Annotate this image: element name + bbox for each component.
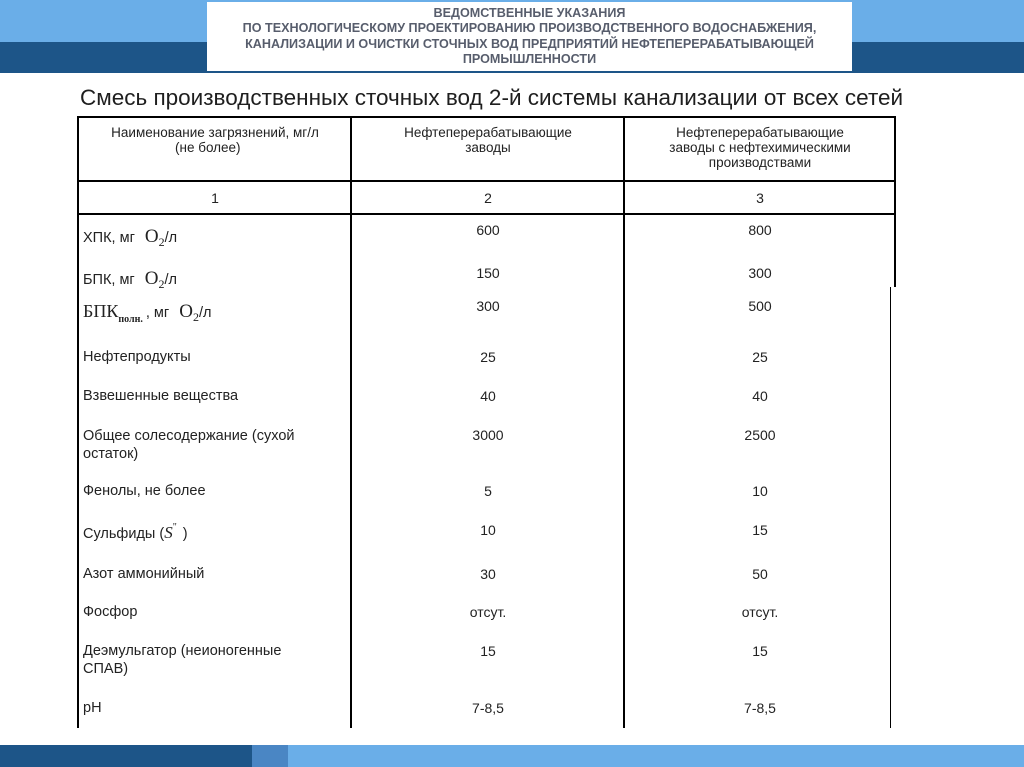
table-number-divider: [77, 213, 896, 215]
table-divider-col1: [350, 116, 352, 728]
header-line-4: ПРОМЫШЛЕННОСТИ: [462, 52, 597, 66]
table-border-top: [77, 116, 896, 118]
table-divider-col2: [623, 116, 625, 728]
row-demulsifier-c3: 15: [752, 643, 768, 659]
bpk-o-sub: 2: [158, 277, 165, 291]
row-ph-c3: 7-8,5: [744, 700, 776, 716]
row-phenol-c3: 10: [752, 483, 768, 499]
bpk-per-liter: /л: [164, 272, 177, 288]
row-bpk-full-c2: 300: [476, 298, 500, 314]
sulfide-symbol: S: [164, 523, 173, 542]
sulfide-prefix: Сульфиды (: [83, 526, 165, 542]
bpk-o-letter: O: [144, 268, 159, 289]
row-ammonia-c3: 50: [752, 566, 768, 582]
bottom-bar-light: [288, 745, 1024, 767]
xpk-o-sub: 2: [158, 235, 165, 249]
bpk-full-mid: , мг: [145, 305, 170, 321]
row-ph-c2: 7-8,5: [472, 700, 504, 716]
row-phosphorus-c3: отсут.: [741, 604, 779, 620]
row-oil-name: Нефтепродукты: [83, 349, 191, 365]
row-phenol-name: Фенолы, не более: [83, 483, 206, 499]
row-salt-c2: 3000: [472, 427, 504, 443]
row-bpk-c3: 300: [748, 265, 772, 281]
sulfide-suffix: ): [182, 526, 188, 542]
table-border-left: [77, 116, 79, 728]
row-bpk-full-name: [83, 301, 211, 323]
xpk-prefix: ХПК, мг: [83, 230, 135, 246]
row-ammonia-c2: 30: [480, 566, 496, 582]
row-salt-c3: 2500: [744, 427, 776, 443]
header-col3-line3: производствами: [708, 155, 812, 170]
row-xpk-c2: 600: [476, 222, 500, 238]
header-col2: [352, 125, 624, 155]
row-bpk-c2: 150: [476, 265, 500, 281]
table-header-divider: [77, 180, 896, 182]
header-line-2: ПО ТЕХНОЛОГИЧЕСКОМУ ПРОЕКТИРОВАНИЮ ПРОИЗВОДСТВЕННОГО ВОДОСНАБЖЕНИЯ,: [242, 21, 817, 35]
pollutant-table: [77, 116, 896, 728]
bottom-bar-dark: [0, 745, 252, 767]
header-col1-line1: Наименование загрязнений, мг/л: [111, 125, 319, 140]
row-demulsifier-name-line1: Деэмульгатор (неионогенные: [83, 643, 282, 659]
row-xpk-name: [83, 226, 177, 248]
bottom-bar-mid: [252, 745, 288, 767]
header-col1: [79, 125, 351, 155]
row-xpk-c3: 800: [748, 222, 772, 238]
row-ammonia-name: Азот аммонийный: [83, 566, 205, 582]
header-line-1: ВЕДОМСТВЕННЫЕ УКАЗАНИЯ: [433, 5, 626, 20]
header-col1-line2: (не более): [175, 140, 241, 155]
row-phosphorus-name: Фосфор: [83, 604, 138, 620]
col-number-3: 3: [756, 190, 764, 206]
row-bpk-full-c3: 500: [748, 298, 772, 314]
row-bpk-name: [83, 268, 177, 290]
header-line-3: КАНАЛИЗАЦИИ И ОЧИСТКИ СТОЧНЫХ ВОД ПРЕДПРИЯТИЙ НЕФТЕПЕРЕРАБАТЫВАЮЩЕЙ: [245, 36, 814, 51]
row-salt-name: [83, 427, 294, 463]
row-oil-c3: 25: [752, 349, 768, 365]
row-suspended-name: Взвешенные вещества: [83, 388, 239, 404]
header-col2-line2: заводы: [465, 140, 511, 155]
bpk-full-o-letter: O: [179, 301, 193, 322]
col-number-2: 2: [484, 190, 492, 206]
row-sulfide-c2: 10: [480, 522, 496, 538]
row-salt-name-line2: остаток): [83, 446, 139, 462]
row-oil-c2: 25: [480, 349, 496, 365]
row-demulsifier-c2: 15: [480, 643, 496, 659]
bpk-full-per-liter: /л: [198, 305, 212, 321]
row-demulsifier-name-line2: СПАВ): [83, 661, 129, 677]
header-col3: [625, 125, 895, 170]
header-col3-line1: Нефтеперерабатывающие: [676, 125, 844, 140]
xpk-per-liter: /л: [164, 230, 178, 246]
slide-title: Смесь производственных сточных вод 2-й системы канализации от всех сетей: [80, 85, 904, 110]
row-phenol-c2: 5: [484, 483, 492, 499]
document-header: [207, 2, 852, 71]
row-ph-name: pH: [83, 700, 102, 716]
row-suspended-c2: 40: [480, 388, 496, 404]
bottom-banner-bar: [0, 745, 1024, 767]
row-demulsifier-name: [83, 642, 281, 678]
bpk-full-main: БПК: [83, 301, 119, 321]
row-phosphorus-c2: отсут.: [469, 604, 507, 620]
row-salt-name-line1: Общее солесодержание (сухой: [83, 428, 295, 444]
sulfide-sup: ": [172, 522, 177, 533]
row-sulfide-name: [83, 523, 188, 543]
bpk-prefix: БПК, мг: [83, 272, 135, 288]
header-col3-line2: заводы с нефтехимическими: [669, 140, 851, 155]
row-sulfide-c3: 15: [752, 522, 768, 538]
col-number-1: 1: [211, 190, 219, 206]
xpk-o-letter: O: [144, 226, 159, 247]
row-suspended-c3: 40: [752, 388, 768, 404]
bpk-full-sub: полн.: [118, 314, 143, 325]
header-col2-line1: Нефтеперерабатывающие: [404, 125, 572, 140]
bpk-full-o-sub: 2: [192, 310, 199, 324]
